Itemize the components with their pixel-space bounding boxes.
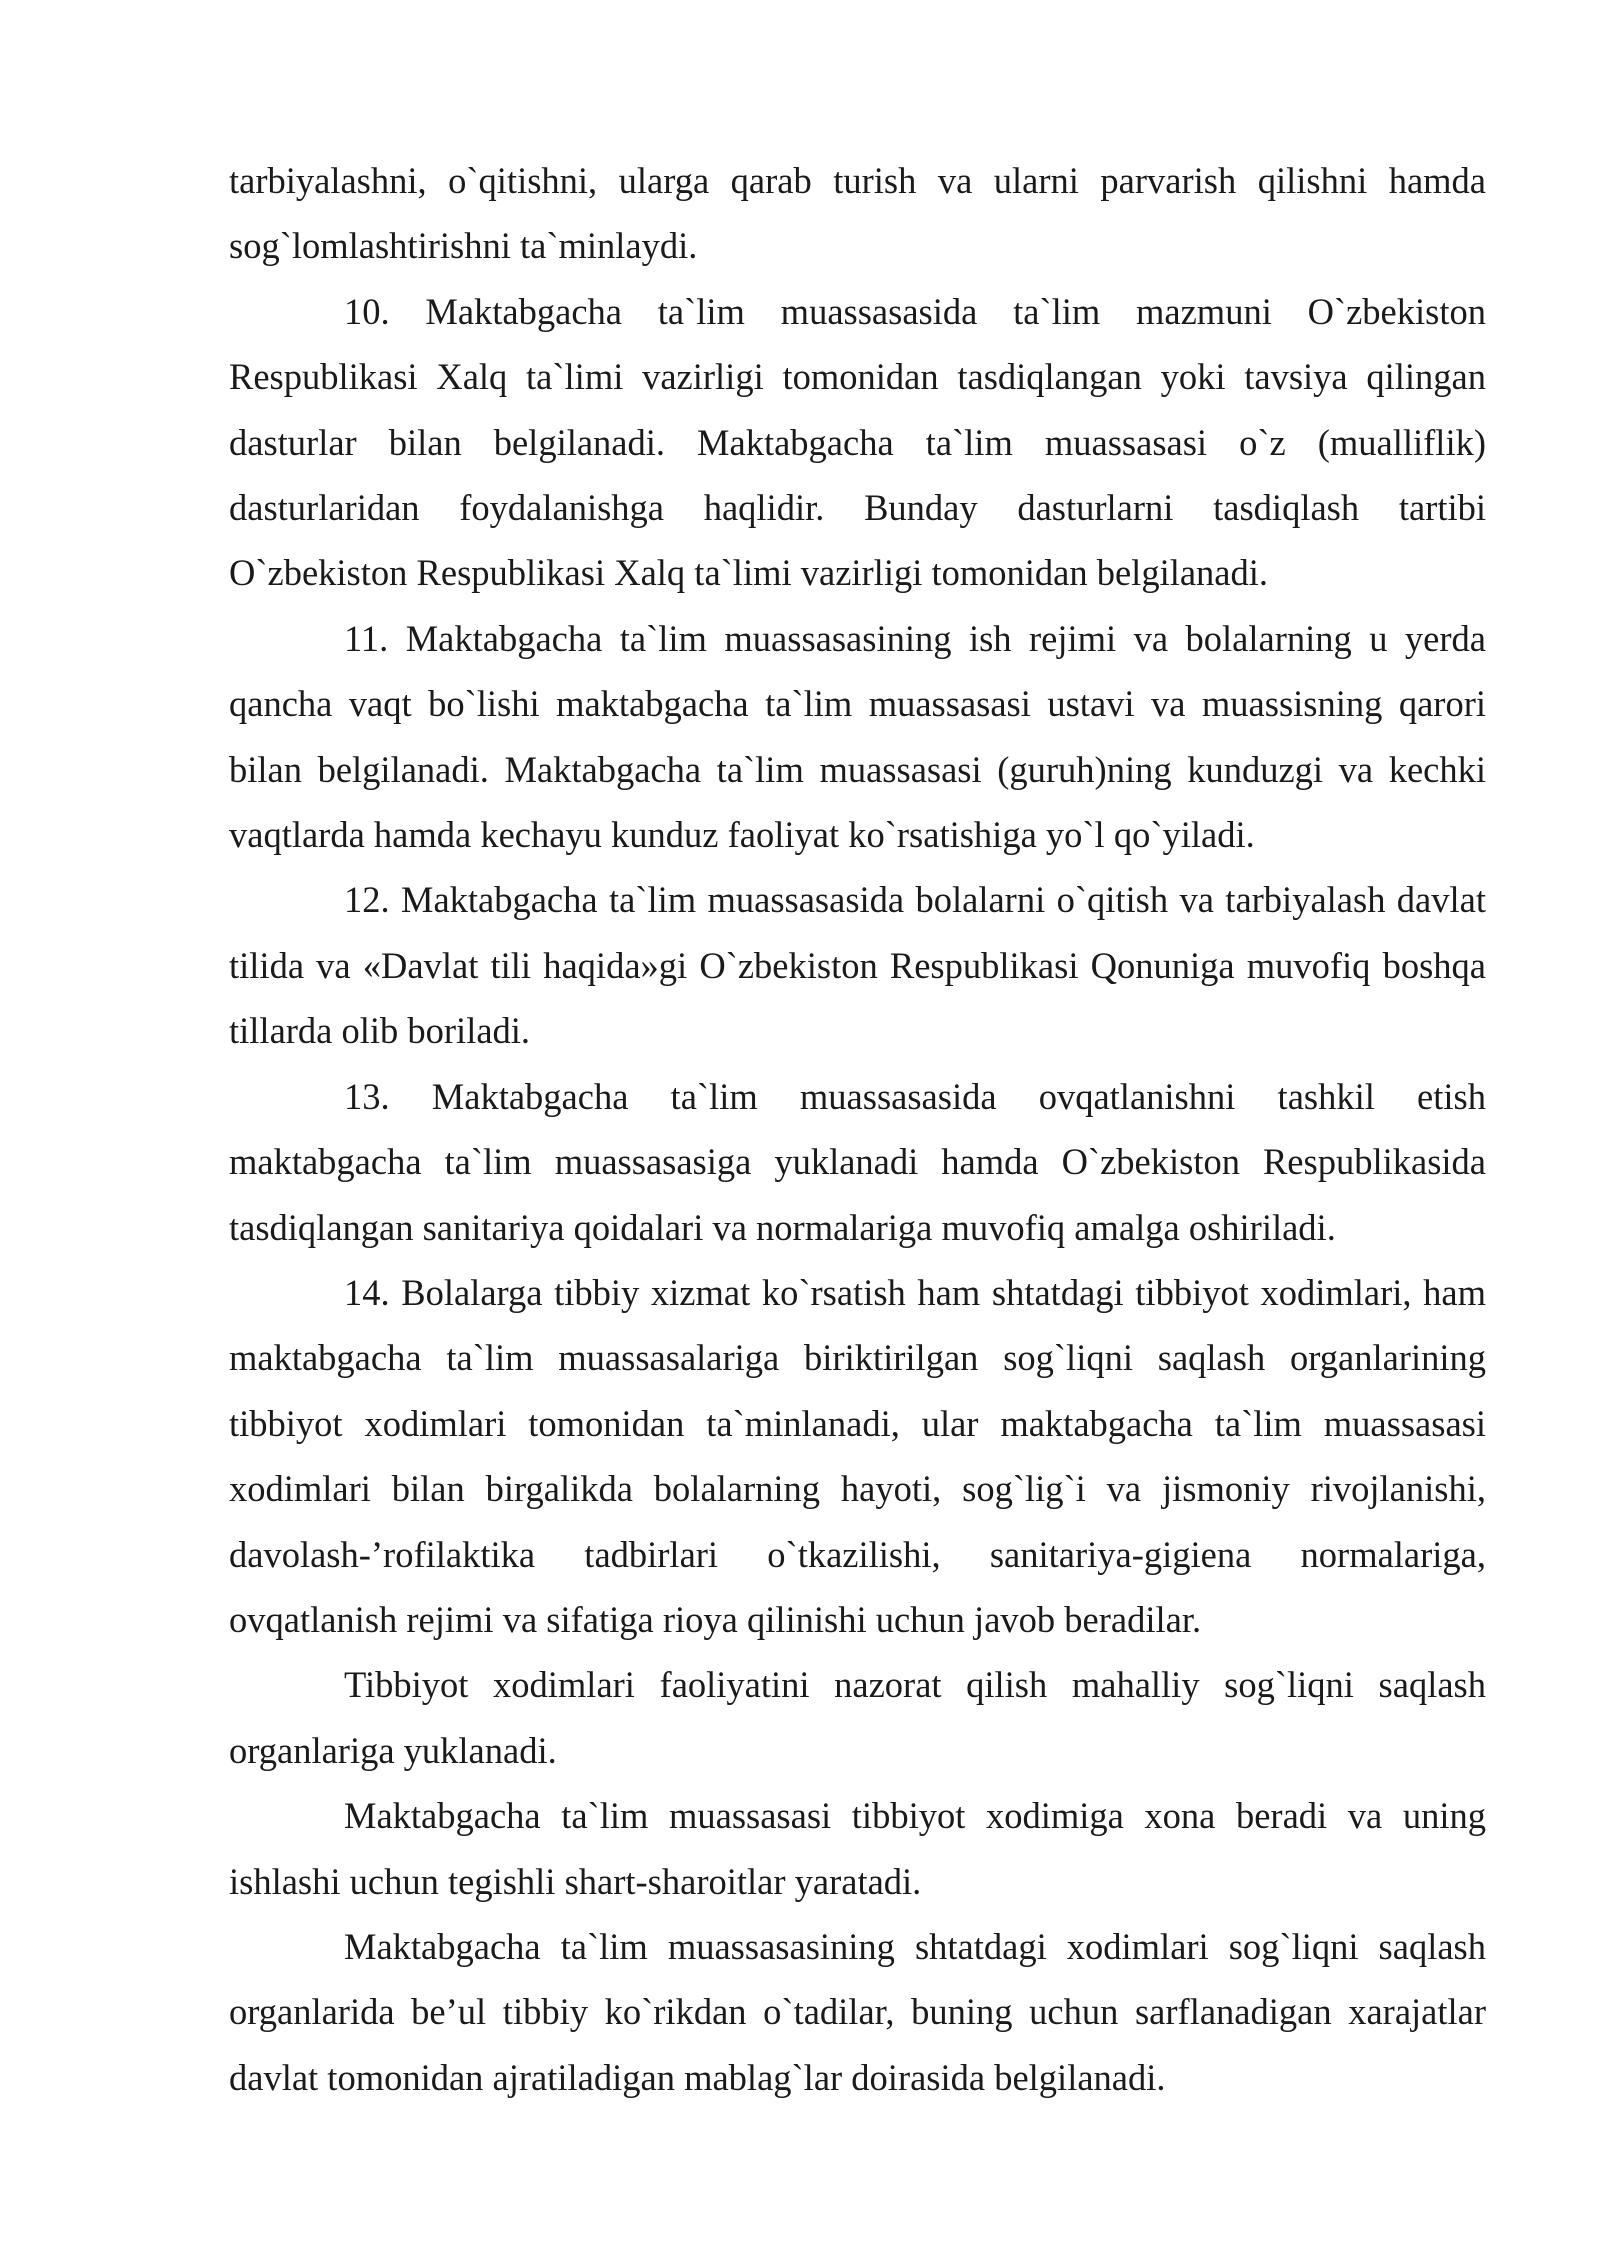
paragraph-medical-room: Maktabgacha ta`lim muassasasi tibbiyot xodimiga xona beradi va uning ishlashi uchun tegishli shart-sharoitlar yaratadi. [229, 1795, 1486, 1902]
paragraph-continuation: tarbiyalashni, o`qitishni, ularga qarab turish va ularni parvarish qilishni hamda sog`lomlashtirishni ta`minlaydi. [229, 160, 1486, 267]
paragraph-item-10: 10. Maktabgacha ta`lim muassasasida ta`lim mazmuni O`zbekiston Respublikasi Xalq ta`limi vazirligi tomonidan tasdiqlangan yoki tavsiya qilingan dasturlar bilan belgilanadi. Maktabgacha ta`lim muassasasi o`z (mualliflik) dasturlaridan foydalanishga haqlidir. Bunday dasturlarni tasdiqlash tartibi O`zbekiston Respublikasi Xalq ta`limi vazirligi tomonidan belgilanadi. [229, 290, 1486, 594]
paragraph-item-14: 14. Bolalarga tibbiy xizmat ko`rsatish ham shtatdagi tibbiyot xodimlari, ham maktabgacha ta`lim muassasalariga biriktirilgan sog`liqni saqlash organlarining tibbiyot xodimlari tomonidan ta`minlanadi, ular maktabgacha ta`lim muassasasi xodimlari bilan birgalikda bolalarning hayoti, sog`lig`i va jismoniy rivojlanishi, davolash-’rofilaktika tadbirlari o`tkazilishi, sanitariya-gigiena normalariga, ovqatlanish rejimi va sifatiga rioya qilinishi uchun javob beradilar. [229, 1271, 1486, 1640]
paragraph-item-11: 11. Maktabgacha ta`lim muassasasining ish rejimi va bolalarning u yerda qancha vaqt bo`lishi maktabgacha ta`lim muassasasi ustavi va muassisning qarori bilan belgilanadi. Maktabgacha ta`lim muassasasi (guruh)ning kunduzgi va kechki vaqtlarda hamda kechayu kunduz faoliyat ko`rsatishiga yo`l qo`yiladi. [229, 617, 1486, 856]
paragraph-staff-checkup: Maktabgacha ta`lim muassasasining shtatdagi xodimlari sog`liqni saqlash organlarida be’ul tibbiy ko`rikdan o`tadilar, buning uchun sarflanadigan xarajatlar davlat tomonidan ajratiladigan mablag`lar doirasida belgilanadi. [229, 1925, 1486, 2098]
paragraph-item-13: 13. Maktabgacha ta`lim muassasasida ovqatlanishni tashkil etish maktabgacha ta`lim muassasasiga yuklanadi hamda O`zbekiston Respublikasida tasdiqlangan sanitariya qoidalari va normalariga muvofiq amalga oshiriladi. [229, 1075, 1486, 1248]
document-body [229, 148, 1486, 2110]
paragraph-medical-oversight: Tibbiyot xodimlari faoliyatini nazorat qilish mahalliy sog`liqni saqlash organlariga yuklanadi. [229, 1664, 1486, 1771]
paragraph-item-12: 12. Maktabgacha ta`lim muassasasida bolalarni o`qitish va tarbiyalash davlat tilida va «Davlat tili haqida»gi O`zbekiston Respublikasi Qonuniga muvofiq boshqa tillarda olib boriladi. [229, 879, 1486, 1052]
